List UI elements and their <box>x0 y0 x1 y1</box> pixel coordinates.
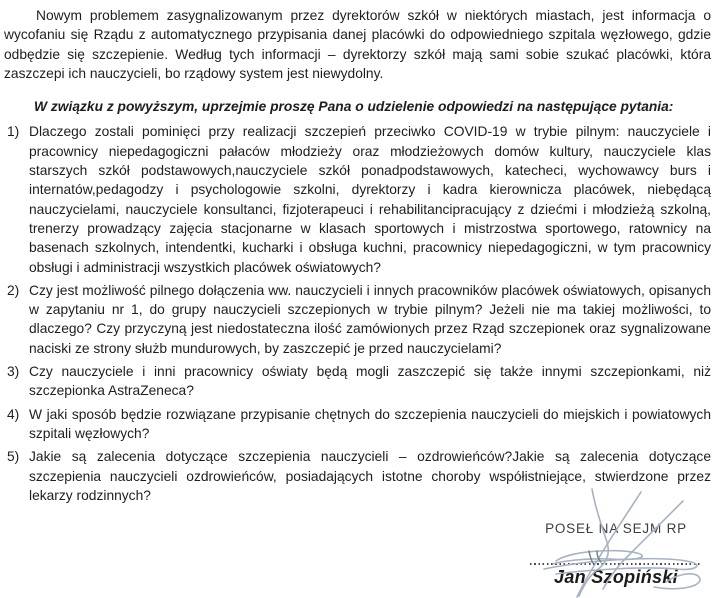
question-item-4 <box>4 405 711 444</box>
question-number: 3) <box>7 364 20 380</box>
question-text: Czy jest możliwość pilnego dołączenia ww. nauczycieli i innych pracowników placówek oświatowych, opisanych w zapytaniu nr 1, do grupy nauczycieli szczepionych w trybie pilnym? Jeżeli nie ma takiej możliwości, to dlaczego? Czy przyczyną jest niedostateczna ilość zamówionych przez Rząd szczepionek oraz sygnalizowane naciski ze strony służb mundurowych, by zaszczepić je przed nauczycielami? <box>29 282 711 356</box>
request-heading: W związku z powyższym, uprzejmie proszę Pana o udzielenie odpowiedzi na następujące pytania: <box>34 99 674 115</box>
signature-block <box>530 521 702 588</box>
signature-dotted-line <box>530 563 702 565</box>
question-text: Jakie są zalecenia dotyczące szczepienia nauczycieli – ozdrowieńców?Jakie są zalecenia dotyczące szczepienia nauczycieli ozdrowieńców, posiadających istotne choroby współistniejące, stwierdzone przez lekarzy rodzinnych? <box>29 449 711 503</box>
question-text: Dlaczego zostali pominięci przy realizacji szczepień przeciwko COVID-19 w trybie pilnym: nauczyciele i pracownicy niepedagogiczni pałaców młodzieży oraz młodzieżowych domów kultury, nauczyciele klas starszych szkół podstawowych,nauczyciele szkół ponadpodstawowych, katecheci, wychowawcy burs i internatów,pedagodzy i psychologowie szkolni, dyrektorzy i kadra kierownicza placówek, niebędącą nauczycielami, nauczyciele konsultanci, fizjoterapeuci i rehabilitancipracujący z dziećmi i młodzieżą szkolną, trenerzy prowadzący zajęcia stacjonarne w klasach sportowych i mistrzostwa sportowego, ratownicy na basenach szkolnych, intendentki, kucharki i obsługa kuchni, pracownicy niepedagogiczni, w tym pracownicy obsługi i administracji wszystkich placówek oświatowych? <box>29 124 711 275</box>
question-number: 2) <box>7 282 20 298</box>
questions-list <box>4 122 711 505</box>
question-text: Czy nauczyciele i inni pracownicy oświaty będą mogli zaszczepić się także innymi szczepionkami, niż szczepionka AstraZeneca? <box>29 364 711 399</box>
question-number: 1) <box>7 124 20 140</box>
intro-paragraph: Nowym problemem zasygnalizowanym przez dyrektorów szkół w niektórych miastach, jest informacja o wycofaniu się Rządu z automatycznego przypisania danej placówki do odpowiedniego szpitala węzłowego, gdzie odbędzie się szczepienie. Według tych informacji – dyrektorzy szkół mają sami sobie szukać placówki, która zaszczepi ich nauczycieli, bo rządowy system jest niewydolny. <box>4 8 711 81</box>
question-item-3 <box>4 362 711 401</box>
signer-title: POSEŁ NA SEJM RP <box>545 521 687 536</box>
question-item-5 <box>4 447 711 505</box>
question-item-1 <box>4 122 711 276</box>
signer-name: Jan Szopiński <box>554 567 678 587</box>
question-number: 4) <box>7 406 20 422</box>
question-number: 5) <box>7 449 20 465</box>
question-text: W jaki sposób będzie rozwiązane przypisanie chętnych do szczepienia nauczycieli do miejskich i powiatowych szpitali węzłowych? <box>29 406 711 441</box>
question-item-2 <box>4 281 711 358</box>
